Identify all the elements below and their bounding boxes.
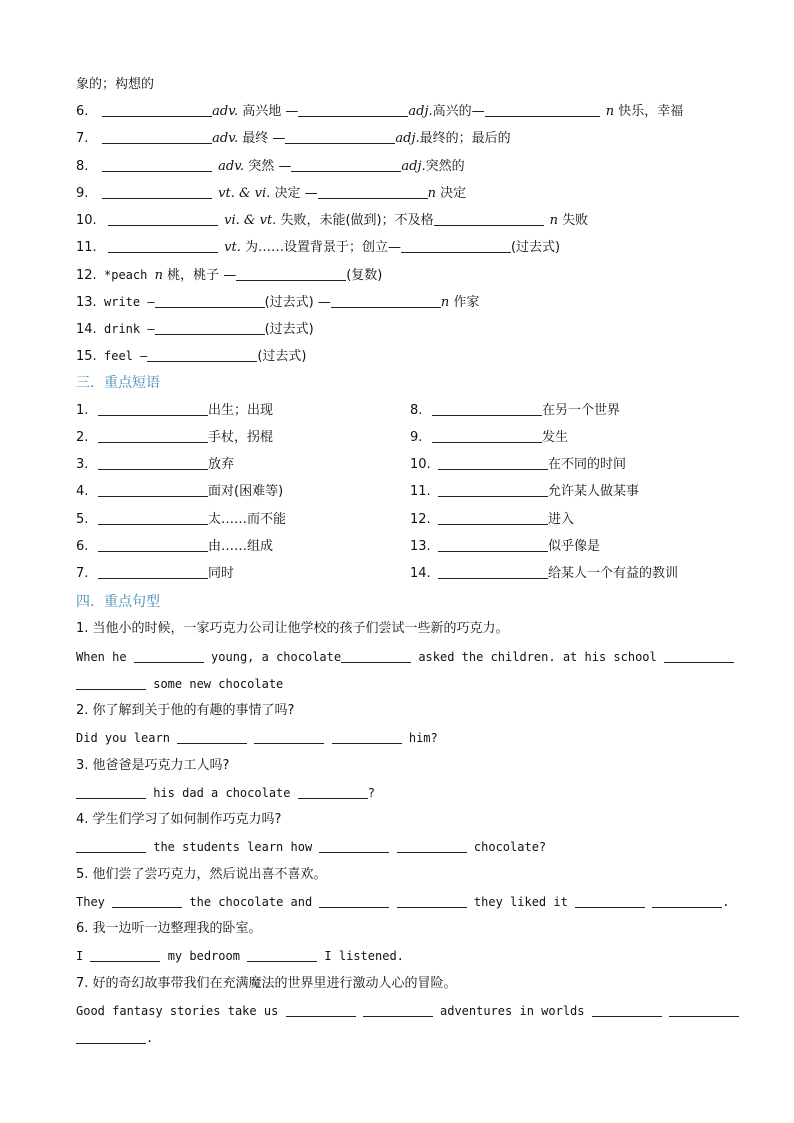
answer-blank[interactable]	[397, 838, 467, 853]
answer-blank[interactable]	[485, 102, 600, 117]
answer-blank[interactable]	[155, 320, 265, 335]
answer-blank[interactable]	[247, 947, 317, 962]
sentence-1-english: When he young, a chocolate asked the children. at his school	[76, 646, 734, 668]
sentence-3-english: his dad a chocolate ?	[76, 782, 375, 804]
sentence-4-english: the students learn how chocolate?	[76, 836, 546, 858]
phrase-item: 5. 太……而不能	[76, 512, 287, 527]
phrase-item: 2. 手杖，拐棍	[76, 430, 274, 445]
answer-blank[interactable]	[98, 510, 208, 525]
vocab-item-7: 7. adv. 最终 — adj.最终的；最后的	[76, 131, 511, 146]
answer-blank[interactable]	[401, 238, 511, 253]
answer-blank[interactable]	[102, 129, 212, 144]
answer-blank[interactable]	[76, 675, 146, 690]
vocab-item-15: 15. feel — (过去式)	[76, 349, 307, 364]
answer-blank[interactable]	[434, 211, 544, 226]
answer-blank[interactable]	[652, 893, 722, 908]
section-heading-sentences: 四．重点句型	[76, 594, 160, 610]
answer-blank[interactable]	[438, 564, 548, 579]
vocab-item-14: 14. drink — (过去式)	[76, 322, 314, 337]
phrase-item: 12. 进入	[410, 512, 575, 527]
answer-blank[interactable]	[102, 102, 212, 117]
answer-blank[interactable]	[286, 1002, 356, 1017]
answer-blank[interactable]	[254, 729, 324, 744]
answer-blank[interactable]	[332, 729, 402, 744]
answer-blank[interactable]	[319, 893, 389, 908]
sentence-4-chinese: 4. 学生们学习了如何制作巧克力吗?	[76, 812, 282, 827]
answer-blank[interactable]	[102, 184, 212, 199]
answer-blank[interactable]	[285, 129, 395, 144]
vocab-item-9: 9. vt. & vi. 决定 — n 决定	[76, 186, 467, 201]
phrase-item: 4. 面对(困难等)	[76, 484, 284, 499]
vocab-item-11: 11. vt. 为……设置背景于；创立— (过去式)	[76, 240, 561, 255]
vocab-item-10: 10. vi. & vt. 失败，未能(做到)；不及格 n 失败	[76, 213, 589, 228]
vocab-item-8: 8. adv. 突然 — adj.突然的	[76, 159, 465, 174]
continued-text: 象的；构想的	[76, 77, 155, 92]
answer-blank[interactable]	[291, 157, 401, 172]
answer-blank[interactable]	[438, 482, 548, 497]
answer-blank[interactable]	[134, 648, 204, 663]
answer-blank[interactable]	[90, 947, 160, 962]
answer-blank[interactable]	[592, 1002, 662, 1017]
answer-blank[interactable]	[177, 729, 247, 744]
sentence-1-english-cont: some new chocolate	[76, 673, 283, 695]
section-heading-phrases: 三．重点短语	[76, 375, 160, 391]
answer-blank[interactable]	[98, 482, 208, 497]
sentence-3-chinese: 3. 他爸爸是巧克力工人吗?	[76, 758, 230, 773]
answer-blank[interactable]	[363, 1002, 433, 1017]
answer-blank[interactable]	[98, 564, 208, 579]
answer-blank[interactable]	[108, 211, 218, 226]
answer-blank[interactable]	[341, 648, 411, 663]
sentence-7-english-cont: .	[76, 1027, 153, 1049]
answer-blank[interactable]	[76, 1029, 146, 1044]
answer-blank[interactable]	[102, 157, 212, 172]
answer-blank[interactable]	[438, 537, 548, 552]
answer-blank[interactable]	[98, 428, 208, 443]
sentence-6-english: I my bedroom I listened.	[76, 949, 404, 963]
answer-blank[interactable]	[236, 266, 346, 281]
sentence-2-english: Did you learn him?	[76, 731, 438, 745]
answer-blank[interactable]	[98, 455, 208, 470]
vocab-item-13: 13. write — (过去式) — n 作家	[76, 295, 480, 310]
answer-blank[interactable]	[298, 784, 368, 799]
answer-blank[interactable]	[575, 893, 645, 908]
answer-blank[interactable]	[298, 102, 408, 117]
phrase-item: 13. 似乎像是	[410, 539, 601, 554]
answer-blank[interactable]	[147, 347, 257, 362]
phrase-item: 8. 在另一个世界	[410, 403, 621, 418]
phrase-item: 11. 允许某人做某事	[410, 484, 640, 499]
answer-blank[interactable]	[438, 455, 548, 470]
phrase-item: 3. 放弃	[76, 457, 235, 472]
sentence-7-chinese: 7. 好的奇幻故事带我们在充满魔法的世界里进行激动人心的冒险。	[76, 976, 457, 991]
answer-blank[interactable]	[432, 401, 542, 416]
vocab-item-6: 6. adv. 高兴地 — adj.高兴的— n 快乐，幸福	[76, 104, 684, 119]
phrase-item: 7. 同时	[76, 566, 235, 581]
answer-blank[interactable]	[108, 238, 218, 253]
phrase-item: 10. 在不同的时间	[410, 457, 627, 472]
phrase-item: 1. 出生；出现	[76, 403, 274, 418]
answer-blank[interactable]	[318, 184, 428, 199]
answer-blank[interactable]	[98, 401, 208, 416]
answer-blank[interactable]	[76, 838, 146, 853]
answer-blank[interactable]	[397, 893, 467, 908]
answer-blank[interactable]	[438, 510, 548, 525]
answer-blank[interactable]	[155, 293, 265, 308]
sentence-6-chinese: 6. 我一边听一边整理我的卧室。	[76, 921, 262, 936]
sentence-1-chinese: 1. 当他小的时候，一家巧克力公司让他学校的孩子们尝试一些新的巧克力。	[76, 621, 509, 636]
phrase-item: 6. 由……组成	[76, 539, 274, 554]
answer-blank[interactable]	[319, 838, 389, 853]
sentence-7-english: Good fantasy stories take us adventures in worlds	[76, 1000, 739, 1022]
answer-blank[interactable]	[664, 648, 734, 663]
answer-blank[interactable]	[669, 1002, 739, 1017]
answer-blank[interactable]	[432, 428, 542, 443]
sentence-5-chinese: 5. 他们尝了尝巧克力，然后说出喜不喜欢。	[76, 867, 327, 882]
answer-blank[interactable]	[112, 893, 182, 908]
phrase-item: 14. 给某人一个有益的教训	[410, 566, 679, 581]
answer-blank[interactable]	[98, 537, 208, 552]
sentence-5-english: They the chocolate and they liked it .	[76, 895, 730, 909]
phrase-item: 9. 发生	[410, 430, 569, 445]
answer-blank[interactable]	[331, 293, 441, 308]
answer-blank[interactable]	[76, 784, 146, 799]
sentence-2-chinese: 2. 你了解到关于他的有趣的事情了吗?	[76, 703, 295, 718]
vocab-item-12: 12. *peach n 桃，桃子 — (复数)	[76, 268, 383, 283]
